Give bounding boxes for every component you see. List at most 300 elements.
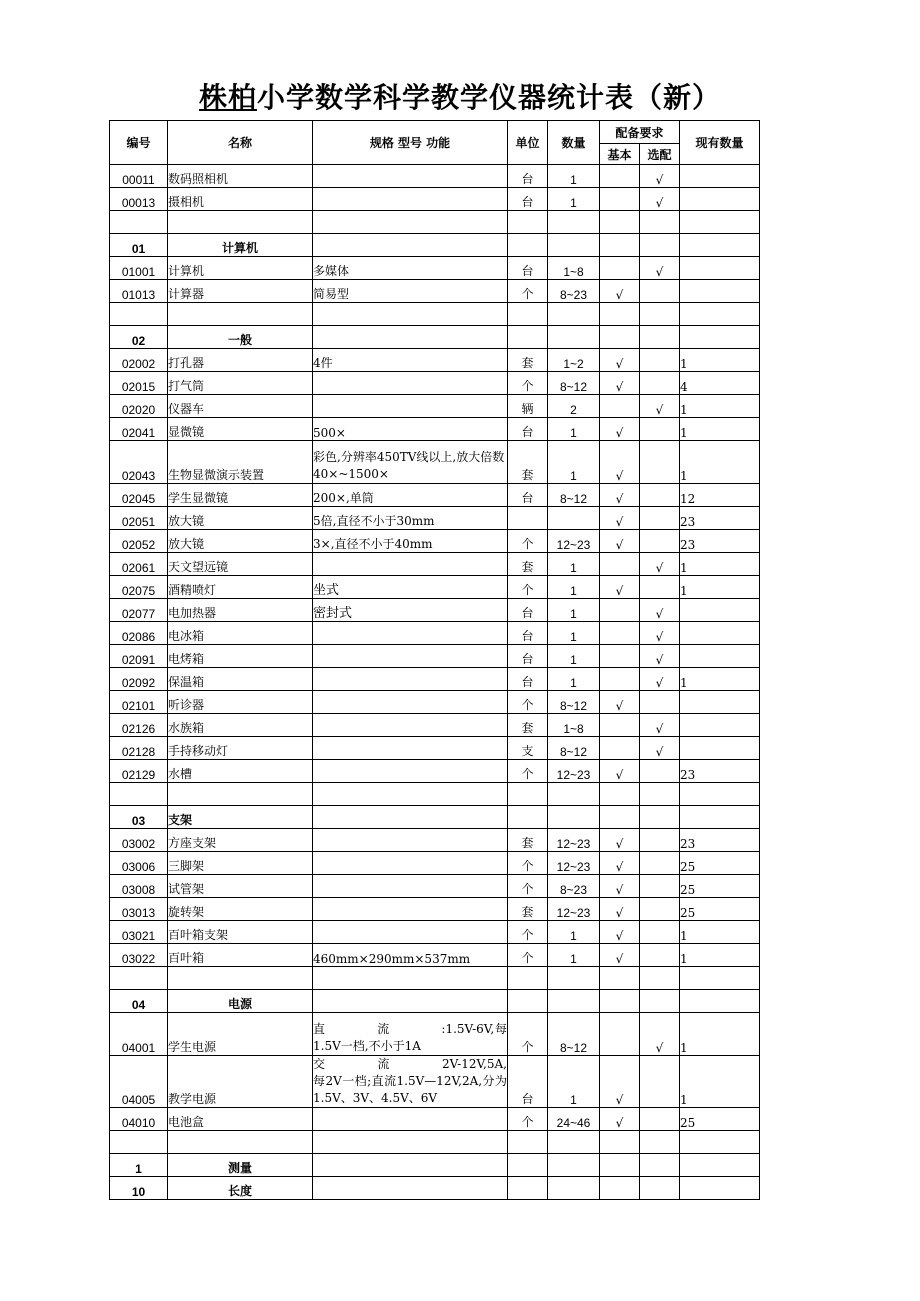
cell-spec: 密封式 — [313, 599, 508, 622]
cell-spec: 坐式 — [313, 576, 508, 599]
cell-optional-check — [640, 944, 680, 967]
cell-spec — [313, 303, 508, 326]
cell-code: 02052 — [110, 530, 168, 553]
cell-basic-check — [600, 645, 640, 668]
cell-basic-check: √ — [600, 280, 640, 303]
cell-optional-check — [640, 1154, 680, 1177]
cell-qty: 1 — [548, 553, 600, 576]
cell-optional-check — [640, 326, 680, 349]
header-qty: 数量 — [548, 121, 600, 165]
cell-basic-check — [600, 622, 640, 645]
table-row — [110, 257, 760, 280]
cell-qty: 1 — [548, 645, 600, 668]
cell-code: 04 — [110, 990, 168, 1013]
cell-spec: 3×,直径不小于40mm — [313, 530, 508, 553]
cell-code: 02015 — [110, 372, 168, 395]
cell-basic-check — [600, 737, 640, 760]
table-row — [110, 622, 760, 645]
cell-unit — [508, 783, 548, 806]
cell-spec — [313, 1177, 508, 1200]
cell-basic-check: √ — [600, 829, 640, 852]
cell-current-qty: 23 — [680, 829, 760, 852]
cell-current-qty — [680, 691, 760, 714]
cell-unit: 个 — [508, 1013, 548, 1056]
cell-code: 04005 — [110, 1056, 168, 1108]
cell-name: 摄相机 — [168, 188, 313, 211]
cell-spec: 500× — [313, 418, 508, 441]
table-row — [110, 1154, 760, 1177]
cell-code: 10 — [110, 1177, 168, 1200]
table-row — [110, 372, 760, 395]
cell-spec: 简易型 — [313, 280, 508, 303]
cell-basic-check — [600, 967, 640, 990]
header-unit: 单位 — [508, 121, 548, 165]
cell-name: 数码照相机 — [168, 165, 313, 188]
cell-qty: 1 — [548, 921, 600, 944]
cell-unit: 台 — [508, 1056, 548, 1108]
cell-spec — [313, 553, 508, 576]
cell-qty — [548, 507, 600, 530]
cell-code: 01 — [110, 234, 168, 257]
table-row — [110, 737, 760, 760]
cell-qty: 12~23 — [548, 898, 600, 921]
table-row — [110, 1056, 760, 1108]
cell-optional-check — [640, 783, 680, 806]
table-row — [110, 165, 760, 188]
cell-spec — [313, 372, 508, 395]
table-row — [110, 1013, 760, 1056]
cell-spec — [313, 1154, 508, 1177]
cell-optional-check — [640, 875, 680, 898]
cell-current-qty — [680, 1154, 760, 1177]
cell-spec — [313, 967, 508, 990]
cell-unit: 台 — [508, 484, 548, 507]
cell-spec — [313, 898, 508, 921]
cell-name: 教学电源 — [168, 1056, 313, 1108]
cell-unit: 个 — [508, 1108, 548, 1131]
cell-current-qty — [680, 211, 760, 234]
cell-spec: 5倍,直径不小于30mm — [313, 507, 508, 530]
header-current: 现有数量 — [680, 121, 760, 165]
cell-spec — [313, 1108, 508, 1131]
cell-code — [110, 211, 168, 234]
table-row — [110, 806, 760, 829]
table-row — [110, 760, 760, 783]
cell-optional-check — [640, 829, 680, 852]
table-row — [110, 303, 760, 326]
table-row — [110, 852, 760, 875]
cell-name — [168, 967, 313, 990]
cell-qty: 1 — [548, 418, 600, 441]
cell-current-qty — [680, 280, 760, 303]
cell-basic-check: √ — [600, 898, 640, 921]
cell-unit: 台 — [508, 188, 548, 211]
table-row — [110, 530, 760, 553]
cell-basic-check — [600, 1013, 640, 1056]
cell-spec — [313, 921, 508, 944]
cell-name: 支架 — [168, 806, 313, 829]
table-row — [110, 326, 760, 349]
cell-qty: 1 — [548, 165, 600, 188]
cell-basic-check — [600, 553, 640, 576]
table-row — [110, 967, 760, 990]
cell-spec: 4件 — [313, 349, 508, 372]
cell-current-qty: 1 — [680, 418, 760, 441]
cell-optional-check — [640, 990, 680, 1013]
cell-code: 02129 — [110, 760, 168, 783]
cell-name: 水族箱 — [168, 714, 313, 737]
cell-current-qty — [680, 737, 760, 760]
cell-unit: 辆 — [508, 395, 548, 418]
cell-name: 电烤箱 — [168, 645, 313, 668]
cell-code: 02101 — [110, 691, 168, 714]
table-row — [110, 898, 760, 921]
cell-basic-check — [600, 1177, 640, 1200]
cell-name: 学生电源 — [168, 1013, 313, 1056]
cell-unit — [508, 303, 548, 326]
cell-name: 百叶箱支架 — [168, 921, 313, 944]
table-row — [110, 829, 760, 852]
cell-current-qty: 1 — [680, 668, 760, 691]
cell-optional-check — [640, 234, 680, 257]
header-code: 编号 — [110, 121, 168, 165]
cell-name — [168, 303, 313, 326]
cell-current-qty: 4 — [680, 372, 760, 395]
cell-basic-check — [600, 1131, 640, 1154]
cell-optional-check: √ — [640, 188, 680, 211]
cell-name — [168, 211, 313, 234]
cell-basic-check: √ — [600, 691, 640, 714]
cell-code: 03 — [110, 806, 168, 829]
cell-unit: 套 — [508, 349, 548, 372]
cell-basic-check — [600, 668, 640, 691]
header-name: 名称 — [168, 121, 313, 165]
cell-current-qty — [680, 1177, 760, 1200]
cell-current-qty — [680, 234, 760, 257]
cell-spec: 直 流 :1.5V-6V,每1.5V一档,不小于1A — [313, 1013, 508, 1056]
table-row — [110, 599, 760, 622]
cell-unit: 台 — [508, 165, 548, 188]
header-spec: 规格 型号 功能 — [313, 121, 508, 165]
cell-qty: 1 — [548, 944, 600, 967]
cell-basic-check: √ — [600, 484, 640, 507]
cell-code: 02051 — [110, 507, 168, 530]
cell-current-qty — [680, 257, 760, 280]
cell-basic-check: √ — [600, 944, 640, 967]
cell-unit: 个 — [508, 372, 548, 395]
cell-optional-check — [640, 211, 680, 234]
cell-spec — [313, 165, 508, 188]
cell-current-qty — [680, 645, 760, 668]
cell-spec — [313, 234, 508, 257]
cell-unit: 台 — [508, 622, 548, 645]
cell-code: 02075 — [110, 576, 168, 599]
cell-unit: 个 — [508, 921, 548, 944]
cell-unit: 台 — [508, 668, 548, 691]
cell-code: 04010 — [110, 1108, 168, 1131]
cell-code: 02020 — [110, 395, 168, 418]
cell-current-qty — [680, 714, 760, 737]
cell-optional-check — [640, 530, 680, 553]
cell-optional-check — [640, 1056, 680, 1108]
table-row — [110, 349, 760, 372]
cell-optional-check — [640, 1177, 680, 1200]
cell-unit: 台 — [508, 257, 548, 280]
cell-optional-check — [640, 280, 680, 303]
cell-current-qty: 1 — [680, 1013, 760, 1056]
cell-basic-check: √ — [600, 441, 640, 484]
cell-optional-check — [640, 760, 680, 783]
cell-current-qty — [680, 990, 760, 1013]
cell-name: 打气筒 — [168, 372, 313, 395]
cell-optional-check: √ — [640, 257, 680, 280]
table-row — [110, 553, 760, 576]
table-row — [110, 280, 760, 303]
table-row — [110, 875, 760, 898]
cell-basic-check — [600, 165, 640, 188]
cell-unit — [508, 806, 548, 829]
table-row — [110, 645, 760, 668]
cell-basic-check — [600, 1154, 640, 1177]
cell-optional-check — [640, 806, 680, 829]
cell-code: 03021 — [110, 921, 168, 944]
cell-optional-check — [640, 349, 680, 372]
cell-qty — [548, 967, 600, 990]
cell-code — [110, 783, 168, 806]
cell-name: 电加热器 — [168, 599, 313, 622]
cell-qty: 8~12 — [548, 1013, 600, 1056]
cell-optional-check — [640, 1131, 680, 1154]
cell-name: 一般 — [168, 326, 313, 349]
table-row — [110, 484, 760, 507]
cell-unit — [508, 234, 548, 257]
table-row — [110, 990, 760, 1013]
cell-basic-check — [600, 326, 640, 349]
cell-optional-check — [640, 898, 680, 921]
cell-unit — [508, 1154, 548, 1177]
cell-basic-check — [600, 234, 640, 257]
cell-qty: 1~8 — [548, 257, 600, 280]
cell-code: 02077 — [110, 599, 168, 622]
cell-code: 02045 — [110, 484, 168, 507]
cell-code: 03022 — [110, 944, 168, 967]
title-school-name: 株柏 — [198, 81, 257, 114]
table-row — [110, 691, 760, 714]
cell-code: 02043 — [110, 441, 168, 484]
cell-spec — [313, 783, 508, 806]
table-row — [110, 234, 760, 257]
cell-qty: 8~23 — [548, 875, 600, 898]
cell-name: 计算机 — [168, 234, 313, 257]
cell-qty — [548, 990, 600, 1013]
table-row — [110, 507, 760, 530]
cell-code: 00011 — [110, 165, 168, 188]
cell-qty — [548, 326, 600, 349]
cell-unit: 个 — [508, 280, 548, 303]
cell-optional-check: √ — [640, 165, 680, 188]
cell-current-qty: 23 — [680, 507, 760, 530]
cell-current-qty — [680, 303, 760, 326]
cell-optional-check — [640, 507, 680, 530]
cell-code: 02002 — [110, 349, 168, 372]
cell-name: 方座支架 — [168, 829, 313, 852]
cell-spec — [313, 691, 508, 714]
cell-name: 旋转架 — [168, 898, 313, 921]
cell-code: 03013 — [110, 898, 168, 921]
cell-qty: 2 — [548, 395, 600, 418]
cell-optional-check — [640, 576, 680, 599]
cell-unit: 个 — [508, 691, 548, 714]
cell-code: 03002 — [110, 829, 168, 852]
cell-qty: 1 — [548, 622, 600, 645]
cell-spec — [313, 806, 508, 829]
cell-code: 02 — [110, 326, 168, 349]
cell-code — [110, 1131, 168, 1154]
cell-basic-check — [600, 806, 640, 829]
cell-basic-check — [600, 188, 640, 211]
cell-basic-check: √ — [600, 852, 640, 875]
header-optional: 选配 — [640, 144, 680, 165]
cell-qty: 8~12 — [548, 484, 600, 507]
cell-name: 生物显微演示装置 — [168, 441, 313, 484]
cell-optional-check: √ — [640, 553, 680, 576]
cell-basic-check — [600, 395, 640, 418]
cell-code: 02061 — [110, 553, 168, 576]
cell-code: 02126 — [110, 714, 168, 737]
cell-unit: 套 — [508, 829, 548, 852]
cell-name: 电源 — [168, 990, 313, 1013]
cell-basic-check: √ — [600, 530, 640, 553]
cell-name: 电池盒 — [168, 1108, 313, 1131]
cell-unit: 套 — [508, 553, 548, 576]
cell-code: 02086 — [110, 622, 168, 645]
cell-current-qty — [680, 1131, 760, 1154]
cell-name: 酒精喷灯 — [168, 576, 313, 599]
table-row — [110, 441, 760, 484]
cell-name: 打孔器 — [168, 349, 313, 372]
cell-qty: 8~23 — [548, 280, 600, 303]
cell-spec — [313, 990, 508, 1013]
cell-unit — [508, 967, 548, 990]
table-row — [110, 576, 760, 599]
cell-code: 02091 — [110, 645, 168, 668]
cell-optional-check: √ — [640, 714, 680, 737]
cell-name: 显微镜 — [168, 418, 313, 441]
cell-basic-check — [600, 211, 640, 234]
cell-name — [168, 783, 313, 806]
table-row — [110, 783, 760, 806]
cell-current-qty: 1 — [680, 576, 760, 599]
cell-spec — [313, 645, 508, 668]
cell-optional-check — [640, 967, 680, 990]
cell-qty: 1 — [548, 188, 600, 211]
cell-spec: 多媒体 — [313, 257, 508, 280]
cell-code: 02092 — [110, 668, 168, 691]
cell-qty: 1 — [548, 441, 600, 484]
cell-basic-check: √ — [600, 875, 640, 898]
cell-unit: 台 — [508, 418, 548, 441]
cell-qty — [548, 303, 600, 326]
cell-name: 计算机 — [168, 257, 313, 280]
cell-name: 天文望远镜 — [168, 553, 313, 576]
cell-name: 保温箱 — [168, 668, 313, 691]
cell-qty: 12~23 — [548, 852, 600, 875]
cell-name: 测量 — [168, 1154, 313, 1177]
cell-unit: 套 — [508, 441, 548, 484]
cell-spec — [313, 211, 508, 234]
cell-qty: 1 — [548, 668, 600, 691]
cell-unit: 台 — [508, 645, 548, 668]
table-body — [110, 165, 760, 1200]
cell-basic-check — [600, 257, 640, 280]
cell-spec: 交 流 2V-12V,5A,每2V一档;直流1.5V—12V,2A,分为1.5V、3V、4.5V、6V — [313, 1056, 508, 1108]
cell-qty: 1~2 — [548, 349, 600, 372]
cell-basic-check: √ — [600, 1108, 640, 1131]
table-row — [110, 1108, 760, 1131]
cell-qty: 12~23 — [548, 829, 600, 852]
cell-code: 01001 — [110, 257, 168, 280]
cell-code — [110, 303, 168, 326]
cell-unit — [508, 326, 548, 349]
cell-code: 00013 — [110, 188, 168, 211]
cell-unit: 个 — [508, 530, 548, 553]
cell-name: 试管架 — [168, 875, 313, 898]
cell-optional-check — [640, 484, 680, 507]
cell-basic-check: √ — [600, 1056, 640, 1108]
cell-optional-check: √ — [640, 1013, 680, 1056]
cell-spec: 200×,单筒 — [313, 484, 508, 507]
cell-basic-check: √ — [600, 418, 640, 441]
cell-current-qty — [680, 599, 760, 622]
cell-basic-check — [600, 990, 640, 1013]
cell-optional-check — [640, 852, 680, 875]
table-row — [110, 1131, 760, 1154]
cell-basic-check — [600, 303, 640, 326]
cell-code: 01013 — [110, 280, 168, 303]
cell-name: 放大镜 — [168, 530, 313, 553]
cell-unit — [508, 1177, 548, 1200]
cell-current-qty: 12 — [680, 484, 760, 507]
cell-basic-check: √ — [600, 507, 640, 530]
cell-qty: 8~12 — [548, 691, 600, 714]
table-row — [110, 395, 760, 418]
cell-qty — [548, 1177, 600, 1200]
cell-current-qty: 1 — [680, 553, 760, 576]
cell-code: 03008 — [110, 875, 168, 898]
cell-current-qty: 1 — [680, 395, 760, 418]
cell-current-qty — [680, 783, 760, 806]
cell-spec — [313, 326, 508, 349]
cell-unit: 台 — [508, 599, 548, 622]
cell-optional-check: √ — [640, 622, 680, 645]
cell-qty: 1 — [548, 599, 600, 622]
cell-qty: 12~23 — [548, 530, 600, 553]
cell-basic-check — [600, 714, 640, 737]
cell-spec — [313, 188, 508, 211]
cell-spec — [313, 829, 508, 852]
cell-name: 放大镜 — [168, 507, 313, 530]
cell-spec: 彩色,分辨率450TV线以上,放大倍数40×~1500× — [313, 441, 508, 484]
header-basic: 基本 — [600, 144, 640, 165]
cell-code: 04001 — [110, 1013, 168, 1056]
cell-optional-check — [640, 921, 680, 944]
cell-name: 电冰箱 — [168, 622, 313, 645]
table-row — [110, 1177, 760, 1200]
cell-spec: 460mm×290mm×537mm — [313, 944, 508, 967]
cell-basic-check — [600, 599, 640, 622]
cell-current-qty — [680, 165, 760, 188]
cell-optional-check: √ — [640, 599, 680, 622]
